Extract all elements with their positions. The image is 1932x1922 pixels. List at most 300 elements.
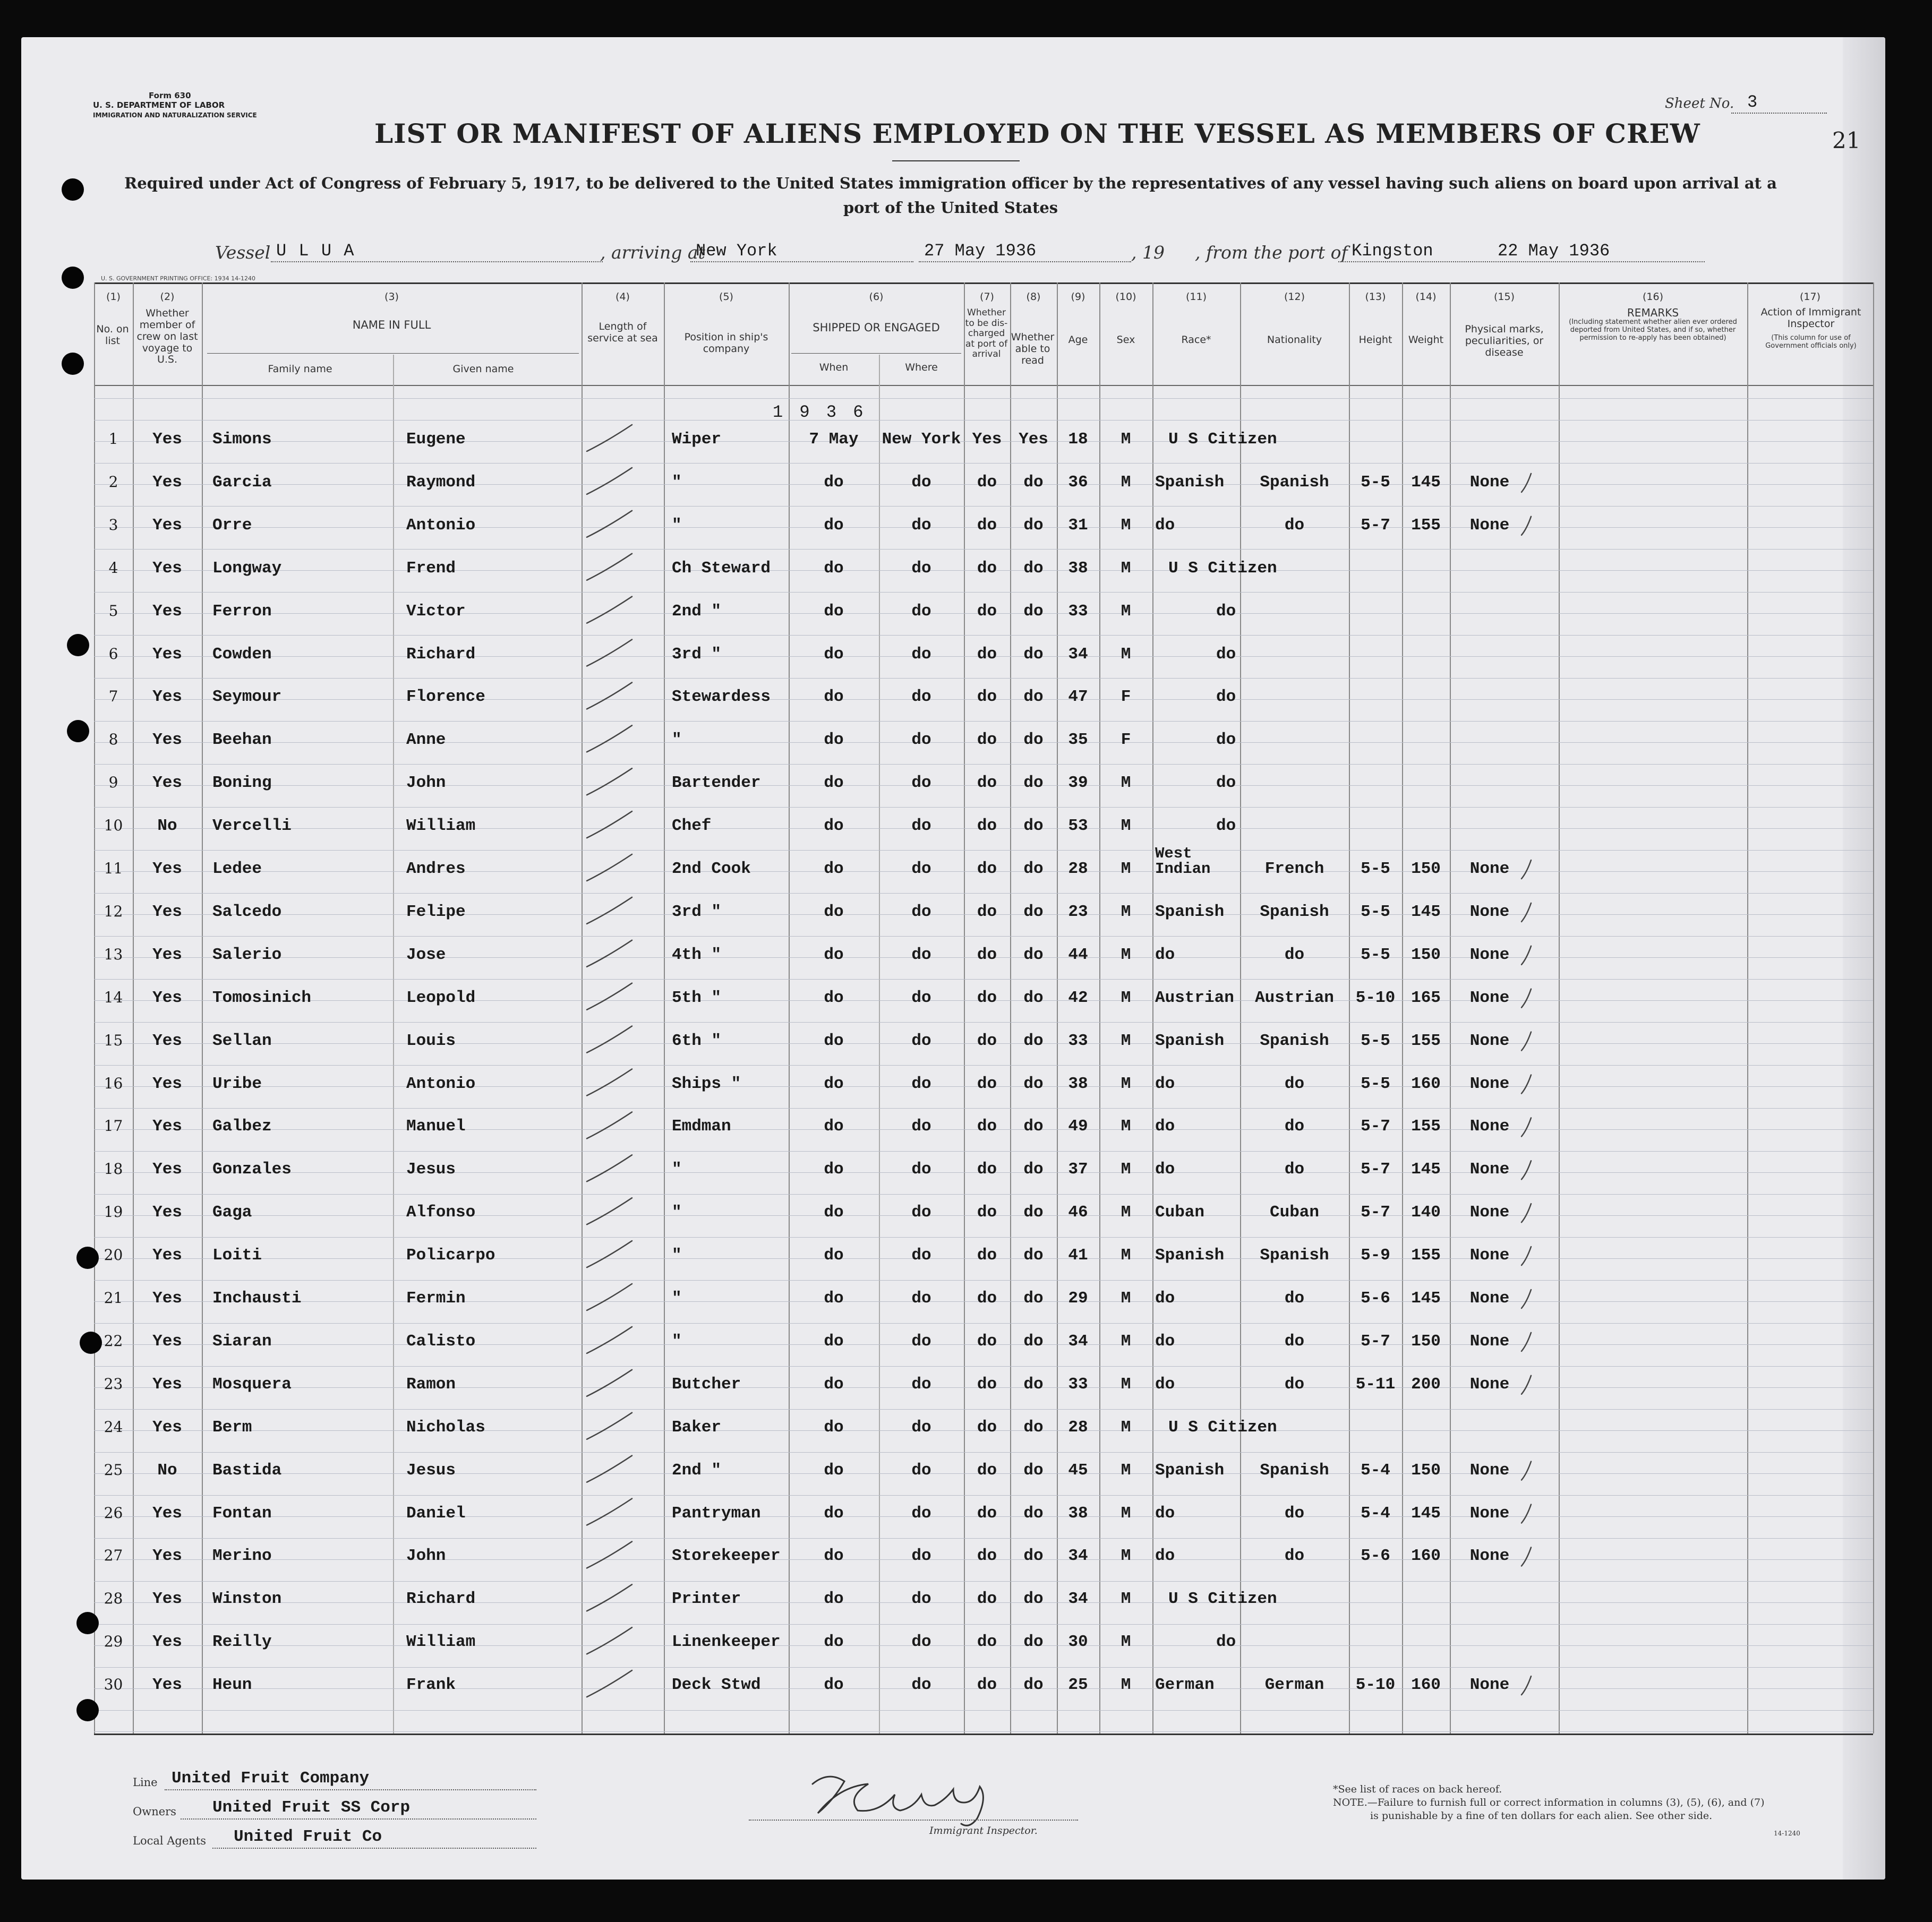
cell-able-to-read: do	[1023, 1375, 1044, 1394]
form-code: 14-1240	[1774, 1830, 1800, 1837]
cell-age: 45	[1068, 1461, 1088, 1480]
cell-discharged: do	[977, 1332, 997, 1351]
printing-office: U. S. GOVERNMENT PRINTING OFFICE: 1934 14-1240	[101, 275, 256, 282]
cell-shipped-where: do	[911, 945, 931, 964]
cell-position: 3rd "	[672, 902, 722, 921]
cell-shipped-where: do	[911, 1332, 931, 1351]
cell-race: do	[1216, 817, 1236, 836]
subtitle-line-2: port of the United States	[843, 199, 1058, 217]
cell-member-last-voyage: Yes	[152, 860, 182, 878]
column-number: (5)	[719, 291, 733, 303]
document-title: LIST OR MANIFEST OF ALIENS EMPLOYED ON THE VESSEL AS MEMBERS OF CREW	[374, 118, 1700, 149]
cell-height: 5-11	[1355, 1375, 1396, 1394]
cell-discharged: do	[977, 1418, 997, 1437]
cell-discharged: do	[977, 559, 997, 578]
cell-row-number: 28	[104, 1590, 123, 1608]
cell-given-name: Calisto	[406, 1332, 476, 1351]
header-sex: Sex	[1116, 334, 1135, 346]
cell-weight: 165	[1411, 988, 1441, 1007]
cell-able-to-read: do	[1023, 817, 1044, 836]
cell-family-name: Orre	[212, 516, 252, 535]
cell-shipped-where: do	[911, 1461, 931, 1480]
cell-shipped-where: do	[911, 1203, 931, 1222]
cell-sex: M	[1121, 1117, 1131, 1136]
cell-sex: M	[1121, 1289, 1131, 1308]
column-number: (1)	[106, 291, 121, 303]
punch-hole	[67, 634, 89, 656]
cell-family-name: Beehan	[212, 731, 272, 750]
cell-race: U S Citizen	[1168, 1418, 1277, 1437]
cell-nationality: do	[1284, 1289, 1305, 1308]
cell-given-name: Antonio	[406, 1074, 476, 1093]
cell-physical-marks: None	[1469, 1160, 1510, 1179]
cell-nationality: do	[1284, 1160, 1305, 1179]
cell-physical-marks: None	[1469, 902, 1510, 921]
cell-nationality: do	[1284, 1332, 1305, 1351]
races-note: *See list of races on back hereof.	[1333, 1783, 1502, 1795]
cell-sex: M	[1121, 1633, 1131, 1652]
cell-discharged: Yes	[972, 430, 1002, 449]
cell-row-number: 17	[104, 1117, 123, 1135]
cell-shipped-when: do	[824, 902, 844, 921]
cell-position: 4th "	[672, 945, 722, 964]
cell-height: 5-10	[1355, 1676, 1396, 1695]
cell-shipped-where: do	[911, 1117, 931, 1136]
cell-weight: 140	[1411, 1203, 1441, 1222]
cell-member-last-voyage: Yes	[152, 688, 182, 707]
cell-able-to-read: do	[1023, 516, 1044, 535]
cell-age: 46	[1068, 1203, 1088, 1222]
column-number: (2)	[160, 291, 175, 303]
cell-physical-marks: None	[1469, 860, 1510, 878]
cell-shipped-when: do	[824, 860, 844, 878]
cell-race: U S Citizen	[1168, 1590, 1277, 1609]
cell-member-last-voyage: Yes	[152, 1117, 182, 1136]
cell-weight: 200	[1411, 1375, 1441, 1394]
cell-age: 18	[1068, 430, 1088, 449]
page-number: 21	[1832, 127, 1861, 153]
header-position: Position in ship's company	[684, 331, 768, 355]
header-length-service: Length of service at sea	[587, 321, 658, 344]
cell-row-number: 27	[104, 1547, 123, 1565]
cell-race: do	[1216, 688, 1236, 707]
header-where: Where	[905, 362, 938, 373]
cell-given-name: Leopold	[406, 988, 476, 1007]
cell-shipped-where: do	[911, 1547, 931, 1566]
cell-able-to-read: do	[1023, 1547, 1044, 1566]
cell-given-name: Florence	[406, 688, 485, 707]
cell-shipped-where: New York	[882, 430, 961, 449]
cell-weight: 145	[1411, 1160, 1441, 1179]
cell-given-name: Manuel	[406, 1117, 466, 1136]
cell-given-name: Jesus	[406, 1160, 456, 1179]
cell-discharged: do	[977, 602, 997, 621]
agents-value: United Fruit Co	[234, 1827, 382, 1846]
column-number: (11)	[1185, 291, 1207, 303]
cell-physical-marks: None	[1469, 1332, 1510, 1351]
cell-family-name: Heun	[212, 1676, 252, 1695]
cell-family-name: Galbez	[212, 1117, 272, 1136]
header-age: Age	[1068, 334, 1088, 346]
cell-given-name: Antonio	[406, 516, 476, 535]
header-given-name: Given name	[452, 363, 514, 375]
cell-position: "	[672, 1289, 682, 1308]
cell-age: 25	[1068, 1676, 1088, 1695]
cell-height: 5-6	[1361, 1289, 1390, 1308]
cell-row-number: 3	[108, 516, 118, 534]
cell-able-to-read: do	[1023, 1504, 1044, 1523]
header-nationality: Nationality	[1267, 334, 1322, 346]
cell-position: "	[672, 1160, 682, 1179]
cell-given-name: Richard	[406, 1590, 476, 1609]
cell-nationality: German	[1264, 1676, 1324, 1695]
cell-family-name: Garcia	[212, 473, 272, 492]
cell-race: Spanish	[1155, 902, 1225, 921]
cell-row-number: 12	[104, 902, 123, 920]
cell-able-to-read: do	[1023, 1246, 1044, 1265]
cell-sex: M	[1121, 988, 1131, 1007]
cell-age: 31	[1068, 516, 1088, 535]
cell-able-to-read: do	[1023, 860, 1044, 878]
cell-given-name: Jesus	[406, 1461, 456, 1480]
cell-position: Printer	[672, 1590, 741, 1609]
cell-sex: M	[1121, 774, 1131, 793]
cell-shipped-where: do	[911, 988, 931, 1007]
cell-discharged: do	[977, 1031, 997, 1050]
header-action: Action of Immigrant Inspector	[1760, 306, 1861, 330]
cell-shipped-when: do	[824, 1418, 844, 1437]
cell-shipped-where: do	[911, 559, 931, 578]
cell-age: 42	[1068, 988, 1088, 1007]
cell-nationality: Cuban	[1269, 1203, 1319, 1222]
cell-member-last-voyage: Yes	[152, 516, 182, 535]
cell-shipped-where: do	[911, 1418, 931, 1437]
cell-sex: M	[1121, 1418, 1131, 1437]
cell-shipped-where: do	[911, 1074, 931, 1093]
cell-row-number: 10	[104, 817, 123, 835]
cell-member-last-voyage: Yes	[152, 645, 182, 664]
cell-family-name: Gonzales	[212, 1160, 292, 1179]
cell-family-name: Ledee	[212, 860, 262, 878]
cell-height: 5-7	[1361, 1332, 1390, 1351]
cell-position: Chef	[672, 817, 712, 836]
cell-age: 38	[1068, 559, 1088, 578]
cell-physical-marks: None	[1469, 473, 1510, 492]
cell-nationality: do	[1284, 1074, 1305, 1093]
cell-position: Storekeeper	[672, 1547, 781, 1566]
cell-member-last-voyage: Yes	[152, 1418, 182, 1437]
cell-row-number: 22	[104, 1332, 123, 1350]
cell-discharged: do	[977, 645, 997, 664]
cell-age: 33	[1068, 602, 1088, 621]
cell-height: 5-7	[1361, 516, 1390, 535]
cell-height: 5-4	[1361, 1504, 1390, 1523]
cell-family-name: Ferron	[212, 602, 272, 621]
header-family-name: Family name	[268, 363, 332, 375]
cell-weight: 155	[1411, 516, 1441, 535]
punch-hole	[76, 1699, 99, 1721]
cell-discharged: do	[977, 1590, 997, 1609]
cell-race: do	[1216, 1633, 1236, 1652]
cell-family-name: Sellan	[212, 1031, 272, 1050]
cell-sex: M	[1121, 473, 1131, 492]
cell-row-number: 14	[104, 988, 123, 1006]
cell-sex: M	[1121, 516, 1131, 535]
cell-nationality: do	[1284, 516, 1305, 535]
cell-family-name: Seymour	[212, 688, 282, 707]
cell-shipped-where: do	[911, 1590, 931, 1609]
agents-label: Local Agents	[133, 1834, 207, 1847]
cell-sex: M	[1121, 645, 1131, 664]
cell-race: do	[1155, 1117, 1175, 1136]
cell-nationality: Spanish	[1260, 1461, 1329, 1480]
cell-sex: M	[1121, 1375, 1131, 1394]
cell-given-name: John	[406, 1547, 446, 1566]
cell-shipped-where: do	[911, 516, 931, 535]
cell-height: 5-6	[1361, 1547, 1390, 1566]
cell-race: Spanish	[1155, 473, 1225, 492]
cell-shipped-where: do	[911, 1289, 931, 1308]
cell-sex: M	[1121, 602, 1131, 621]
cell-shipped-when: do	[824, 1289, 844, 1308]
cell-position: Baker	[672, 1418, 722, 1437]
cell-shipped-where: do	[911, 731, 931, 750]
cell-race: Cuban	[1155, 1203, 1205, 1222]
cell-sex: M	[1121, 902, 1131, 921]
cell-age: 35	[1068, 731, 1088, 750]
cell-shipped-where: do	[911, 817, 931, 836]
cell-member-last-voyage: No	[157, 1461, 177, 1480]
cell-position: Ch Steward	[672, 559, 771, 578]
cell-race: do	[1216, 602, 1236, 621]
cell-position: Linenkeeper	[672, 1633, 781, 1652]
column-number: (8)	[1026, 291, 1041, 303]
cell-race: do	[1155, 1160, 1175, 1179]
cell-age: 44	[1068, 945, 1088, 964]
column-number: (10)	[1115, 291, 1136, 303]
cell-discharged: do	[977, 1203, 997, 1222]
cell-given-name: Victor	[406, 602, 466, 621]
cell-discharged: do	[977, 1117, 997, 1136]
cell-height: 5-5	[1361, 902, 1390, 921]
cell-shipped-when: do	[824, 1246, 844, 1265]
cell-nationality: French	[1264, 860, 1324, 878]
cell-weight: 150	[1411, 1461, 1441, 1480]
inspector-label: Immigrant Inspector.	[929, 1825, 1038, 1837]
cell-race: U S Citizen	[1168, 559, 1277, 578]
cell-height: 5-9	[1361, 1246, 1390, 1265]
cell-race: do	[1155, 945, 1175, 964]
cell-given-name: Felipe	[406, 902, 466, 921]
header-remarks: REMARKS	[1627, 306, 1679, 319]
cell-position: "	[672, 1246, 682, 1265]
vessel-label: Vessel	[215, 242, 271, 263]
cell-family-name: Cowden	[212, 645, 272, 664]
punch-hole	[76, 1612, 99, 1634]
cell-position: Ships "	[672, 1074, 741, 1093]
header-physical-marks: Physical marks, peculiarities, or disease	[1465, 323, 1544, 358]
cell-weight: 145	[1411, 1504, 1441, 1523]
header-discharged: Whether to be dis-charged at port of arrival	[965, 307, 1008, 360]
cell-shipped-when: do	[824, 602, 844, 621]
cell-row-number: 29	[104, 1633, 123, 1651]
cell-age: 41	[1068, 1246, 1088, 1265]
cell-physical-marks: None	[1469, 1074, 1510, 1093]
cell-family-name: Tomosinich	[212, 988, 312, 1007]
cell-member-last-voyage: Yes	[152, 1203, 182, 1222]
cell-age: 29	[1068, 1289, 1088, 1308]
cell-able-to-read: do	[1023, 1031, 1044, 1050]
cell-discharged: do	[977, 1074, 997, 1093]
cell-race: Austrian	[1155, 988, 1234, 1007]
cell-height: 5-5	[1361, 473, 1390, 492]
cell-physical-marks: None	[1469, 1461, 1510, 1480]
arriving-port: New York	[696, 241, 777, 261]
cell-shipped-when: do	[824, 1375, 844, 1394]
header-race: Race*	[1181, 334, 1211, 346]
cell-member-last-voyage: Yes	[152, 473, 182, 492]
sheet-number: 3	[1747, 92, 1758, 112]
vessel-name: U L U A	[276, 241, 355, 261]
cell-age: 34	[1068, 1547, 1088, 1566]
cell-nationality: do	[1284, 1375, 1305, 1394]
header-able-to-read: Whether able to read	[1011, 331, 1055, 366]
owners-label: Owners	[133, 1805, 176, 1818]
cell-row-number: 25	[104, 1461, 123, 1479]
cell-position: "	[672, 516, 682, 535]
cell-shipped-when: do	[824, 559, 844, 578]
cell-age: 38	[1068, 1504, 1088, 1523]
cell-shipped-when: do	[824, 1074, 844, 1093]
cell-given-name: William	[406, 1633, 476, 1652]
cell-member-last-voyage: Yes	[152, 945, 182, 964]
cell-shipped-where: do	[911, 860, 931, 878]
cell-sex: M	[1121, 1246, 1131, 1265]
cell-able-to-read: do	[1023, 1160, 1044, 1179]
cell-row-number: 18	[104, 1160, 123, 1178]
cell-member-last-voyage: Yes	[152, 430, 182, 449]
cell-shipped-when: do	[824, 516, 844, 535]
cell-shipped-where: do	[911, 1160, 931, 1179]
header-weight: Weight	[1408, 334, 1444, 346]
cell-weight: 145	[1411, 902, 1441, 921]
cell-height: 5-5	[1361, 1031, 1390, 1050]
cell-discharged: do	[977, 1375, 997, 1394]
punch-hole	[76, 1247, 99, 1269]
cell-able-to-read: do	[1023, 1203, 1044, 1222]
cell-shipped-where: do	[911, 688, 931, 707]
header-height: Height	[1358, 334, 1392, 346]
cell-weight: 150	[1411, 945, 1441, 964]
cell-sex: M	[1121, 1332, 1131, 1351]
punch-hole	[62, 353, 84, 375]
cell-race: do	[1216, 645, 1236, 664]
cell-member-last-voyage: Yes	[152, 1676, 182, 1695]
column-number: (9)	[1071, 291, 1085, 303]
cell-shipped-where: do	[911, 1375, 931, 1394]
header-no-on-list: No. on list	[96, 323, 129, 347]
cell-member-last-voyage: No	[157, 817, 177, 836]
cell-family-name: Vercelli	[212, 817, 292, 836]
cell-physical-marks: None	[1469, 516, 1510, 535]
cell-physical-marks: None	[1469, 1246, 1510, 1265]
cell-able-to-read: do	[1023, 1590, 1044, 1609]
column-number: (4)	[615, 291, 630, 303]
cell-family-name: Reilly	[212, 1633, 272, 1652]
cell-member-last-voyage: Yes	[152, 902, 182, 921]
cell-age: 23	[1068, 902, 1088, 921]
cell-physical-marks: None	[1469, 988, 1510, 1007]
cell-shipped-when: do	[824, 1031, 844, 1050]
cell-row-number: 4	[108, 559, 118, 577]
cell-age: 34	[1068, 645, 1088, 664]
cell-nationality: Spanish	[1260, 473, 1329, 492]
cell-race: do	[1155, 1375, 1175, 1394]
cell-family-name: Bastida	[212, 1461, 282, 1480]
cell-sex: M	[1121, 1676, 1131, 1695]
cell-given-name: Fermin	[406, 1289, 466, 1308]
cell-age: 34	[1068, 1590, 1088, 1609]
cell-race: do	[1216, 731, 1236, 750]
cell-age: 36	[1068, 473, 1088, 492]
cell-sex: M	[1121, 1547, 1131, 1566]
cell-member-last-voyage: Yes	[152, 988, 182, 1007]
column-number: (16)	[1642, 291, 1663, 303]
cell-race: Spanish	[1155, 1031, 1225, 1050]
cell-shipped-when: do	[824, 1461, 844, 1480]
cell-able-to-read: do	[1023, 1117, 1044, 1136]
cell-weight: 145	[1411, 473, 1441, 492]
header-action-note: (This column for use of Government officials only)	[1765, 334, 1857, 350]
cell-given-name: Alfonso	[406, 1203, 476, 1222]
cell-race: do	[1155, 516, 1175, 535]
cell-position: Bartender	[672, 774, 761, 793]
cell-weight: 155	[1411, 1117, 1441, 1136]
cell-given-name: Richard	[406, 645, 476, 664]
cell-shipped-when: do	[824, 1160, 844, 1179]
cell-given-name: Nicholas	[406, 1418, 485, 1437]
cell-nationality: Spanish	[1260, 1031, 1329, 1050]
cell-physical-marks: None	[1469, 945, 1510, 964]
cell-discharged: do	[977, 1289, 997, 1308]
cell-weight: 160	[1411, 1676, 1441, 1695]
cell-shipped-when: do	[824, 1117, 844, 1136]
cell-shipped-where: do	[911, 645, 931, 664]
cell-physical-marks: None	[1469, 1676, 1510, 1695]
cell-discharged: do	[977, 1547, 997, 1566]
cell-member-last-voyage: Yes	[152, 1633, 182, 1652]
cell-given-name: Frank	[406, 1676, 456, 1695]
cell-row-number: 6	[108, 645, 118, 663]
cell-physical-marks: None	[1469, 1547, 1510, 1566]
department: U. S. DEPARTMENT OF LABOR	[93, 100, 225, 110]
column-number: (15)	[1493, 291, 1515, 303]
cell-row-number: 13	[104, 945, 123, 963]
cell-position: Deck Stwd	[672, 1676, 761, 1695]
cell-discharged: do	[977, 731, 997, 750]
cell-shipped-when: do	[824, 1203, 844, 1222]
cell-family-name: Salcedo	[212, 902, 282, 921]
cell-shipped-when: do	[824, 945, 844, 964]
cell-family-name: Longway	[212, 559, 282, 578]
cell-age: 34	[1068, 1332, 1088, 1351]
cell-physical-marks: None	[1469, 1504, 1510, 1523]
cell-shipped-when: do	[824, 1547, 844, 1566]
cell-age: 49	[1068, 1117, 1088, 1136]
cell-race: West Indian	[1155, 845, 1211, 878]
cell-row-number: 9	[108, 774, 118, 792]
cell-able-to-read: do	[1023, 688, 1044, 707]
